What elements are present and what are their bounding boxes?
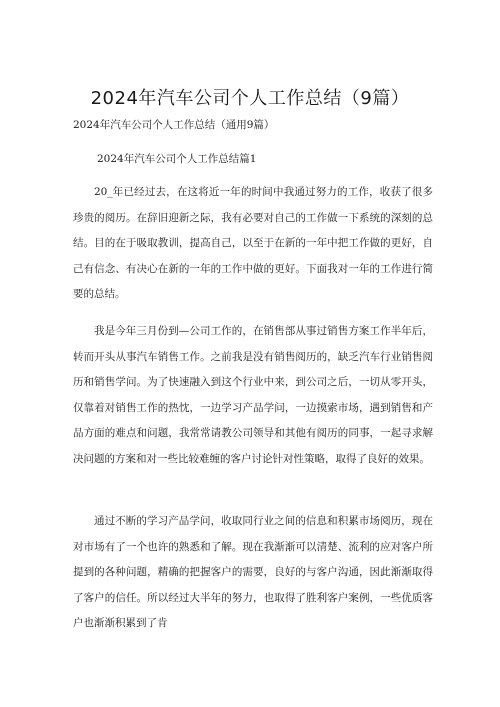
document-title: 2024年汽车公司个人工作总结（9篇） — [90, 88, 410, 109]
section-heading: 2024年汽车公司个人工作总结篇1 — [97, 153, 257, 165]
paragraph-1: 20_年已经过去，在这将近一年的时间中我通过努力的工作，收获了很多珍贵的阅历。在辞旧迎新之际，我有必要对自己的工作做一下系统的深刻的总结。目的在于吸取教训，提高自己，以至于在新的一年中把工作做的更好，自己有信念、有决心在新的一年的工作中做的更好。下面我对一年的工作进行简要的总结。 — [73, 186, 433, 300]
paragraph-2: 我是今年三月份到—公司工作的，在销售部从事过销售方案工作半年后，转而开头从事汽车销售工作。之前我是没有销售阅历的，缺乏汽车行业销售阅历和销售学问。为了快速融入到这个行业中来，到公司之后，一切从零开头，仅靠着对销售工作的热忱，一边学习产品学问，一边摸索市场，遇到销售和产品方面的难点和问题，我常常请教公司领导和其他有阅历的同事，一起寻求解决问题的方案和对一些比较难缠的客户讨论针对性策略，取得了良好的效果。 — [73, 325, 433, 465]
paragraph-3: 通过不断的学习产品学问，收取同行业之间的信息和积累市场阅历，现在对市场有了一个也许的熟悉和了解。现在我渐渐可以清楚、流利的应对客户所提到的各种问题，精确的把握客户的需要，良好的与客户沟通，因此渐渐取得了客户的信任。所以经过大半年的努力，也取得了胜利客户案例，一些优质客户也渐渐积累到了肯 — [73, 515, 433, 629]
document-subtitle: 2024年汽车公司个人工作总结（通用9篇） — [73, 119, 275, 131]
